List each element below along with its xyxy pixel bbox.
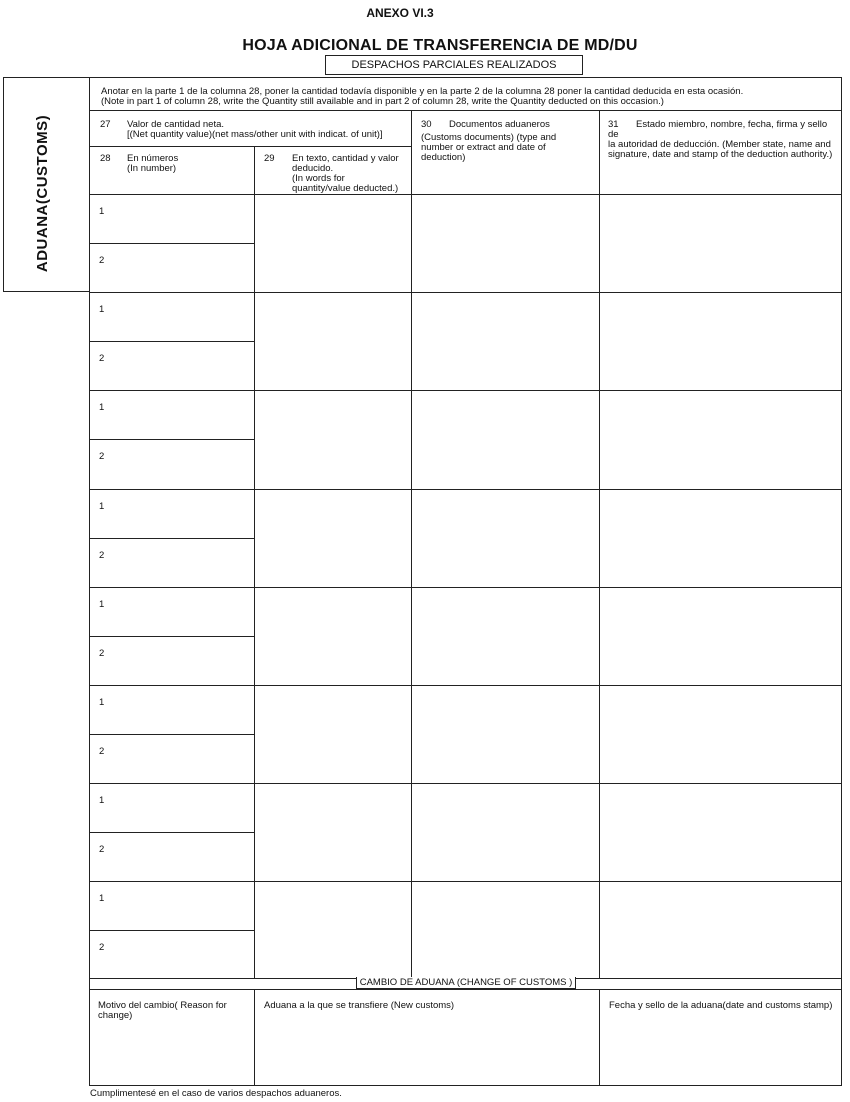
frame-top-line: [3, 77, 842, 78]
change-divider-2: [599, 989, 600, 1085]
part-divider-line: [89, 636, 255, 637]
col31-number: 31: [608, 119, 619, 130]
part-2-label: 2: [99, 550, 105, 561]
part-1-label: 1: [99, 795, 105, 806]
table-left-line: [89, 77, 90, 1086]
group-top-line: [89, 292, 842, 293]
part-1-label: 1: [99, 402, 105, 413]
part-2-label: 2: [99, 746, 105, 757]
change-header-bottom-line: [89, 989, 842, 990]
part-1-label: 1: [99, 304, 105, 315]
part-divider-line: [89, 930, 255, 931]
part-1-label: 1: [99, 893, 105, 904]
part-divider-line: [89, 243, 255, 244]
table-right-line: [841, 77, 842, 1086]
subtitle: DESPACHOS PARCIALES REALIZADOS: [351, 59, 557, 71]
part-1-label: 1: [99, 697, 105, 708]
page-title: HOJA ADICIONAL DE TRANSFERENCIA DE MD/DU: [242, 37, 638, 54]
change-divider-1: [254, 989, 255, 1085]
group-top-line: [89, 489, 842, 490]
col28-number: 28: [100, 153, 111, 164]
part-2-label: 2: [99, 451, 105, 462]
change-date-stamp-label: Fecha y sello de la aduana(date and customs stamp): [609, 1000, 833, 1011]
part-2-label: 2: [99, 255, 105, 266]
customs-box-bottom-line: [3, 291, 90, 292]
col30-number: 30: [421, 119, 432, 130]
part-divider-line: [89, 734, 255, 735]
col30-31-divider: [599, 110, 600, 979]
col28-label: En números (In number): [127, 153, 179, 174]
col28-29-divider: [254, 146, 255, 979]
part-2-label: 2: [99, 648, 105, 659]
group-top-line: [89, 587, 842, 588]
part-divider-line: [89, 538, 255, 539]
group-top-line: [89, 390, 842, 391]
subtitle-box: [325, 55, 583, 75]
change-of-customs-header: CAMBIO DE ADUANA (CHANGE OF CUSTOMS ): [90, 978, 842, 988]
part-divider-line: [89, 439, 255, 440]
col30-label: Documentos aduaneros: [449, 119, 550, 130]
change-reason-label: Motivo del cambio( Reason for change): [98, 1000, 227, 1021]
part-1-label: 1: [99, 501, 105, 512]
col29-30-divider: [411, 110, 412, 979]
part-divider-line: [89, 832, 255, 833]
col29-label: En texto, cantidad y valor deducido. (In words for quantity/value deducted.): [292, 153, 399, 194]
part-1-label: 1: [99, 206, 105, 217]
col27-divider: [89, 146, 411, 147]
part-1-label: 1: [99, 599, 105, 610]
col31-label: Estado miembro, nombre, fecha, firma y sello de la autoridad de deducción. (Member state, name and signature, date and stamp of the deduction authority.): [608, 119, 833, 160]
customs-side-label: ADUANA(CUSTOMS): [34, 114, 51, 273]
part-2-label: 2: [99, 942, 105, 953]
footer-note: Cumplimentesé en el caso de varios despachos aduaneros.: [90, 1088, 342, 1099]
part-divider-line: [89, 341, 255, 342]
col27-number: 27: [100, 119, 111, 130]
group-top-line: [89, 685, 842, 686]
group-top-line: [89, 194, 842, 195]
instructions-bottom-line: [89, 110, 842, 111]
part-2-label: 2: [99, 353, 105, 364]
annex-label: ANEXO VI.3: [366, 6, 434, 20]
part-2-label: 2: [99, 844, 105, 855]
instructions-text: Anotar en la parte 1 de la columna 28, poner la cantidad todavía disponible y en la parte 2 de la columna 28 poner la cantidad deducida en esta ocasión. (Note in part 1 of column 28, write the Quantity still available and in part 2 of column 28, write the Quantity deducted on this occasion.): [101, 86, 744, 107]
col29-number: 29: [264, 153, 275, 164]
group-top-line: [89, 881, 842, 882]
change-new-customs-label: Aduana a la que se transfiere (New customs): [264, 1000, 455, 1011]
frame-left-line: [3, 77, 4, 292]
col27-label: Valor de cantidad neta. [(Net quantity value)(net mass/other unit with indicat. of unit)]: [127, 119, 383, 140]
group-top-line: [89, 783, 842, 784]
col30-label-en: (Customs documents) (type and number or extract and date of deduction): [421, 132, 557, 163]
table-bottom-line: [89, 1085, 842, 1086]
